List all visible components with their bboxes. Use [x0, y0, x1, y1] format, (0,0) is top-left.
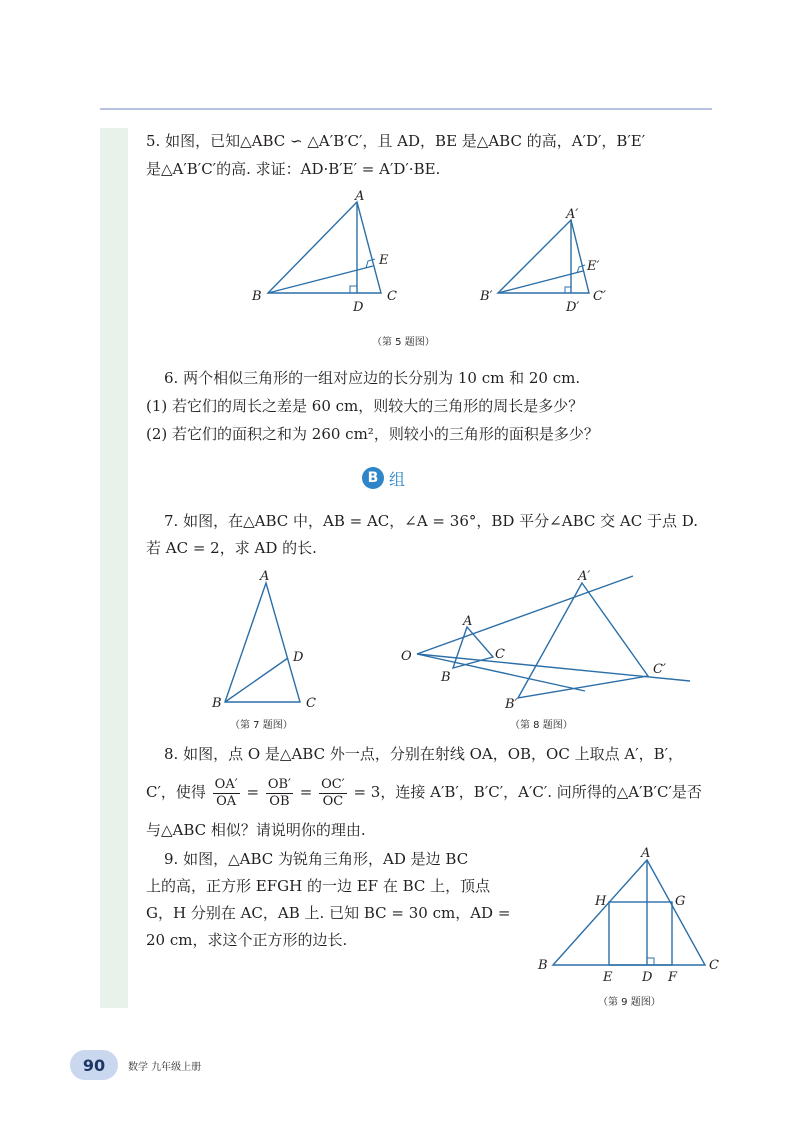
group-b-heading	[362, 466, 405, 490]
label-a: A	[355, 190, 365, 204]
q6-line-2: (1) 若它们的周长之差是 60 cm，则较大的三角形的周长是多少？	[146, 397, 584, 415]
q9-figure	[535, 845, 725, 985]
q5-line-2: 是△A′B′C′的高. 求证：AD·B′E′ = A′D′·BE.	[146, 160, 441, 178]
right-angle-d1	[565, 287, 571, 293]
label-a-9: A	[641, 846, 651, 861]
fraction-oa-den: OA	[216, 793, 237, 809]
q9-line-4: 20 cm，求这个正方形的边长.	[146, 931, 348, 949]
fraction-oc	[319, 777, 347, 810]
q7-caption: （第 7 题图）	[230, 720, 293, 731]
q6-line-1: 6. 两个相似三角形的一组对应边的长分别为 10 cm 和 20 cm.	[164, 369, 581, 387]
label-b-8: B	[441, 670, 451, 685]
label-a1: A′	[566, 207, 579, 222]
label-c1: C′	[593, 289, 606, 304]
label-a-8: A	[463, 614, 473, 629]
q9-line-3: G，H 分别在 AC，AB 上. 已知 BC = 30 cm，AD =	[146, 904, 511, 922]
q9-caption: （第 9 题图）	[598, 997, 661, 1008]
page-footer	[70, 1050, 201, 1080]
fraction-ob	[266, 777, 293, 810]
fraction-oa	[213, 777, 240, 810]
q8-line-1: 8. 如图，点 O 是△ABC 外一点，分别在射线 OA，OB，OC 上取点 A′，B′，	[164, 745, 684, 763]
q9-line-1: 9. 如图，△ABC 为锐角三角形，AD 是边 BC	[164, 850, 469, 868]
label-b1-8: B′	[505, 697, 518, 712]
right-angle-d-9	[647, 958, 654, 965]
q9-line-2: 上的高，正方形 EFGH 的一边 EF 在 BC 上，顶点	[146, 877, 491, 895]
label-e: E	[379, 253, 389, 268]
square-efgh	[609, 902, 672, 965]
triangle-a1b1c1	[498, 220, 589, 293]
triangle-abc-8	[453, 627, 493, 668]
fraction-ob-den: OB	[269, 793, 290, 809]
eq-2: =	[299, 783, 313, 801]
ray-oa	[417, 576, 633, 654]
label-c-7: C	[306, 696, 316, 711]
q7-line-2: 若 AC = 2，求 AD 的长.	[146, 539, 317, 557]
eq-1: =	[246, 783, 260, 801]
q8-line-2	[146, 774, 702, 810]
triangle-abc	[268, 202, 381, 293]
q5-caption: （第 5 题图）	[372, 337, 435, 348]
label-b1: B′	[480, 289, 493, 304]
q5-line-1: 5. 如图，已知△ABC ∽ △A′B′C′，且 AD，BE 是△ABC 的高，A′D′，B′E′	[146, 132, 646, 150]
label-g-9: G	[675, 894, 686, 909]
fraction-oa-num: OA′	[214, 776, 238, 792]
fraction-oc-num: OC′	[321, 776, 345, 792]
label-c-9: C	[709, 958, 719, 973]
label-o-8: O	[401, 649, 412, 664]
q8-line-2-prefix: C′，使得	[146, 783, 206, 801]
q8-line-2-suffix: ，连接 A′B′，B′C′，A′C′. 问所得的△A′B′C′是否	[380, 783, 702, 801]
q5-figures	[240, 190, 640, 340]
right-angle-d	[350, 286, 357, 293]
label-d-9: D	[642, 970, 653, 985]
side-band	[100, 128, 128, 1008]
q6-line-3: (2) 若它们的面积之和为 260 cm²，则较小的三角形的面积是多少？	[146, 425, 599, 443]
q7-figure	[200, 565, 330, 715]
group-b-badge: B	[362, 467, 384, 489]
fraction-ob-num: OB′	[267, 776, 291, 792]
group-b-label: 组	[389, 469, 406, 489]
label-d-7: D	[293, 650, 304, 665]
eq-3: = 3	[353, 783, 381, 801]
label-c1-8: C′	[653, 662, 666, 677]
label-a-7: A	[260, 569, 270, 584]
q7-line-1: 7. 如图，在△ABC 中，AB = AC，∠A = 36°，BD 平分∠ABC 交 AC 于点 D.	[164, 512, 698, 530]
q8-figure	[395, 565, 695, 715]
label-d1: D′	[566, 300, 580, 315]
label-a1-8: A′	[578, 569, 591, 584]
q8-line-3: 与△ABC 相似？请说明你的理由.	[146, 821, 366, 839]
q8-caption: （第 8 题图）	[510, 720, 573, 731]
label-b: B	[252, 289, 262, 304]
label-e-9: E	[603, 970, 613, 985]
fraction-oc-den: OC	[322, 793, 344, 809]
label-e1: E′	[587, 259, 600, 274]
page-number: 90	[70, 1050, 118, 1080]
label-c-8: C	[495, 647, 505, 662]
label-b-7: B	[212, 696, 222, 711]
triangle-abc-9	[553, 860, 705, 965]
book-title: 数学 九年级上册	[128, 1061, 202, 1073]
ray-oc	[417, 654, 690, 681]
bisector-bd	[225, 658, 288, 702]
label-h-9: H	[595, 894, 607, 909]
label-f-9: F	[668, 970, 678, 985]
altitude-b1e1	[498, 271, 583, 293]
header-rule	[100, 108, 712, 110]
label-b-9: B	[538, 958, 548, 973]
label-c: C	[387, 289, 397, 304]
label-d: D	[353, 300, 364, 315]
triangle-abc-7	[225, 583, 300, 702]
